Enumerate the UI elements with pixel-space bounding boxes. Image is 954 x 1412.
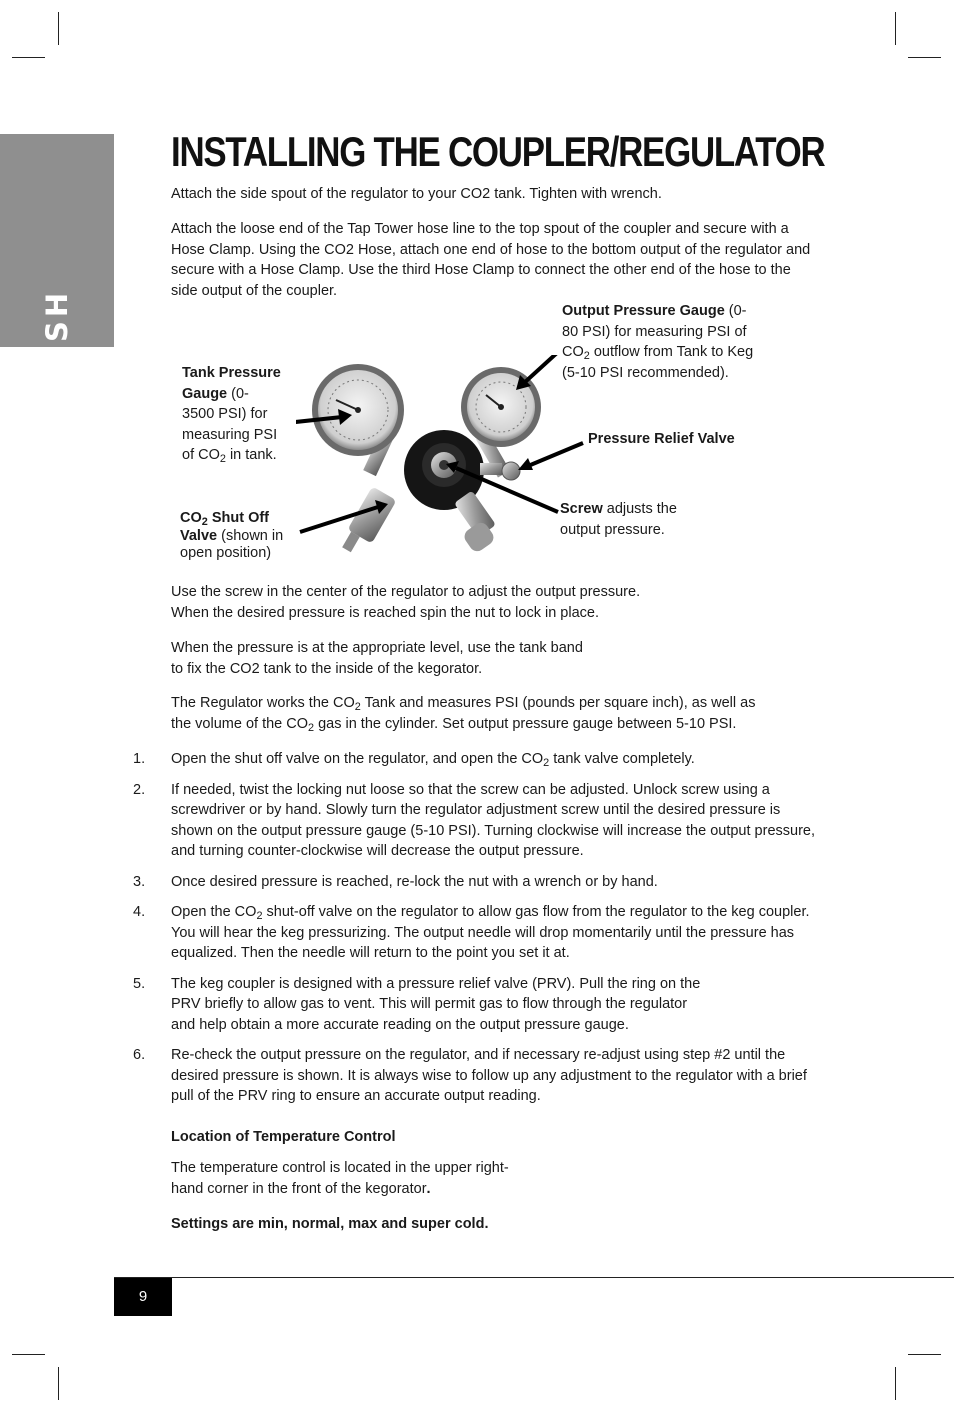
temperature-text: The temperature control is located in the upper right- hand corner in the front of the kegorator. [171,1160,509,1197]
crop-mark [908,57,941,58]
output-gauge-callout: Output Pressure Gauge (0- 80 PSI) for measuring PSI of $CO_2$ outflow from Tank to Keg (5-10 PSI recommended). [562,303,754,381]
crop-mark [895,1367,896,1400]
list-item: 3. Once desired pressure is reached, re-lock the nut with a wrench or by hand. [133,873,658,890]
language-tab [0,134,114,460]
list-item: 1. Open the shut off valve on the regulator, and open the $CO_2$ tank valve completely. [133,751,695,769]
temperature-heading: Location of Temperature Control [171,1129,396,1145]
intro-paragraph-1: Attach the side spout of the regulator to your CO2 tank. Tighten with wrench. [171,186,662,202]
regulator-illustration [296,355,616,565]
screw-callout: Screw adjusts the output pressure. [560,501,677,538]
crop-mark [12,57,45,58]
tank-gauge-callout: Tank Pressure Gauge (0- 3500 PSI) for measuring PSI of $CO_2$ in tank. [182,365,281,465]
crop-mark [58,12,59,45]
page-title: INSTALLING THE COUPLER/REGULATOR [171,128,825,175]
crop-mark [12,1354,45,1355]
shutoff-valve-icon [342,486,396,552]
list-item: 2. If needed, twist the locking nut loose so that the screw can be adjusted. Unlock screw using a screwdriver or by hand. Slowly turn the regulator adjustment screw until the desired pressure is shown on the output pressure gauge (5-10 PSI). Turning clockwise will increase the output pressure, and turning counter-clockwise will decrease the output pressure. [133,781,815,859]
list-item: 5. The keg coupler is designed with a pressure relief valve (PRV). Pull the ring on the PRV briefly to allow gas to vent. This will permit gas to flow through the regulator and help obtain a more accurate reading on the output pressure gauge. [133,975,701,1033]
temperature-settings: Settings are min, normal, max and super cold. [171,1216,489,1232]
list-item: 4. Open the $CO_2$ shut-off valve on the regulator to allow gas flow from the regulator to the keg coupler. You will hear the keg pressurizing. The output needle will drop momentarily until the pressure has equalized. Then the needle will return to the point you set it at. [133,904,810,961]
shutoff-valve-callout: $CO_2$ Shut Off Valve (shown in open position) [180,510,284,561]
tank-gauge-icon [312,364,404,456]
body-paragraph-5: The Regulator works the $CO_2$ Tank and measures PSI (pounds per square inch), as well as the volume of the $CO_2$ gas in the cylinder. Set output pressure gauge between 5-10 PSI. [171,695,756,734]
output-gauge-title: Output Pressure Gauge [562,303,725,319]
body-paragraph-3: Use the screw in the center of the regulator to adjust the output pressure. When the desired pressure is reached spin the nut to lock in place. [171,584,641,621]
crop-mark [908,1354,941,1355]
steps-list [133,749,823,1107]
page-number: 9 [114,1278,172,1316]
crop-mark [58,1367,59,1400]
list-item: 6. Re-check the output pressure on the regulator, and if necessary re-adjust using step #2 until the desired pressure is shown. It is always wise to follow up any adjustment to the regulator with a brief pull of the PRV ring to ensure an accurate output reading. [133,1047,807,1104]
relief-valve-callout: Pressure Relief Valve [588,431,735,447]
footer-rule [114,1277,954,1278]
body-paragraph-4: When the pressure is at the appropriate level, use the tank band to fix the CO2 tank to the inside of the kegorator. [171,640,583,677]
crop-mark [895,12,896,45]
intro-paragraph-2: Attach the loose end of the Tap Tower hose line to the top spout of the coupler and secure with a Hose Clamp. Using the CO2 Hose, attach one end of hose to the bottom output of the regulator and secure with a Hose Clamp. Use the third Hose Clamp to connect the other end of the hose to the side output of the coupler. [171,221,811,299]
language-tab-label: ENGLISH [40,288,74,460]
